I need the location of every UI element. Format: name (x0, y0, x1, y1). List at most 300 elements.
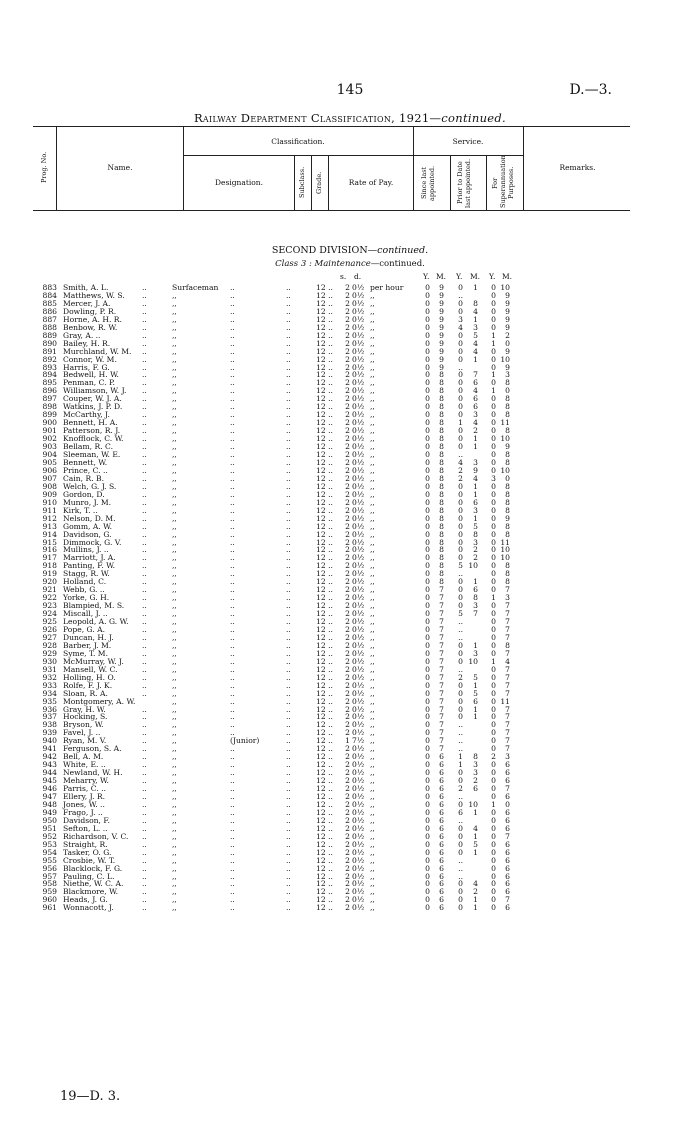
grade: 12 .. (316, 553, 333, 563)
pay-period: ,, (370, 879, 375, 889)
since-last-months: 8 (439, 457, 444, 467)
pay-pence: 0½ (352, 744, 365, 754)
prog-number: 895 (42, 378, 57, 388)
since-last-months: 9 (439, 330, 444, 340)
since-last-years: 0 (425, 768, 430, 778)
employee-name: Pope, G. A. (63, 624, 106, 634)
pay-pence: 0½ (352, 752, 365, 762)
employee-name: Nelson, D. M. (63, 513, 116, 523)
super-years: 0 (491, 855, 496, 865)
subclass: .. (286, 895, 291, 905)
employee-name: Bellam, R. C. (63, 442, 113, 452)
super-years: 0 (491, 394, 496, 404)
prog-number: 939 (42, 728, 57, 738)
since-last-months: 6 (439, 815, 444, 825)
pay-shillings: 2 (345, 895, 350, 905)
super-months: 8 (505, 529, 510, 539)
super-months: 10 (500, 283, 510, 292)
pay-shillings: 2 (345, 465, 350, 475)
super-months: 10 (500, 465, 510, 475)
designation: ,, (172, 624, 177, 634)
subclass: .. (286, 402, 291, 412)
designation-leader: .. (230, 418, 235, 428)
grade: 12 .. (316, 776, 333, 786)
subclass: .. (286, 823, 291, 833)
employee-name: Miscall, J. .. (63, 609, 108, 619)
name-leader: .. (142, 799, 147, 809)
prog-number: 951 (42, 823, 57, 833)
staff-table-body (0, 284, 700, 912)
prog-number: 923 (42, 601, 57, 611)
since-last-months: 8 (439, 434, 444, 444)
designation: ,, (172, 855, 177, 865)
designation-leader: .. (230, 617, 235, 627)
subclass: .. (286, 283, 291, 292)
pay-shillings: 2 (345, 314, 350, 324)
pay-period: ,, (370, 402, 375, 412)
prior-years: .. (458, 362, 463, 372)
designation: ,, (172, 370, 177, 380)
prog-number: 892 (42, 354, 57, 364)
designation: ,, (172, 362, 177, 372)
super-years: 0 (491, 450, 496, 460)
prog-number: 890 (42, 338, 57, 348)
since-last-years: 0 (425, 792, 430, 801)
pay-pence: 0½ (352, 768, 365, 778)
designation-leader: .. (230, 290, 235, 300)
super-months: 7 (505, 609, 510, 619)
col-divider (523, 126, 524, 210)
header-top-rule (33, 126, 630, 127)
pay-period: ,, (370, 457, 375, 467)
since-last-months: 6 (439, 863, 444, 873)
employee-name: Heads, J. G. (63, 895, 108, 905)
prog-number: 912 (42, 513, 57, 523)
since-last-years: 0 (425, 346, 430, 356)
grade: 12 .. (316, 450, 333, 460)
pay-period: ,, (370, 418, 375, 428)
pay-period: ,, (370, 831, 375, 841)
pay-pence: 0½ (352, 330, 365, 340)
super-months: 7 (505, 704, 510, 714)
grade: 12 .. (316, 744, 333, 754)
subclass: .. (286, 314, 291, 324)
prog-number: 903 (42, 442, 57, 452)
since-last-months: 7 (439, 720, 444, 730)
since-last-years: 0 (425, 418, 430, 428)
prog-number: 941 (42, 744, 57, 754)
pay-pence: 0½ (352, 489, 365, 499)
super-months: 8 (505, 481, 510, 491)
subclass: .. (286, 457, 291, 467)
designation-leader: .. (230, 497, 235, 507)
grade: 12 .. (316, 362, 333, 372)
name-leader: .. (142, 561, 147, 571)
name-leader: .. (142, 680, 147, 690)
grade: 12 .. (316, 680, 333, 690)
designation: ,, (172, 569, 177, 579)
employee-name: Ellery, J. R. (63, 792, 106, 801)
prior-months: 3 (473, 505, 478, 515)
name-leader: .. (142, 656, 147, 666)
grade: 12 .. (316, 505, 333, 515)
prog-number: 935 (42, 696, 57, 706)
employee-name: Gomm, A. W. (63, 521, 113, 531)
prog-number: 948 (42, 799, 57, 809)
designation-leader: .. (230, 298, 235, 308)
grade: 12 .. (316, 402, 333, 412)
pay-period: ,, (370, 784, 375, 794)
name-leader: .. (142, 672, 147, 682)
pay-period: ,, (370, 712, 375, 722)
since-last-years: 0 (425, 784, 430, 794)
super-months: 6 (505, 792, 510, 801)
prior-months: 3 (473, 410, 478, 420)
prior-years: 0 (458, 839, 463, 849)
prior-years: 0 (458, 593, 463, 603)
employee-name: Rolfe, F. J. K. (63, 680, 113, 690)
since-last-years: 0 (425, 863, 430, 873)
grade: 12 .. (316, 465, 333, 475)
prior-years: 0 (458, 489, 463, 499)
since-last-years: 0 (425, 744, 430, 754)
prog-number: 956 (42, 863, 57, 873)
table-row (0, 721, 700, 729)
prior-years: 0 (458, 306, 463, 316)
super-months: 7 (505, 895, 510, 905)
pay-period: ,, (370, 799, 375, 809)
pay-period: ,, (370, 585, 375, 595)
pay-period: ,, (370, 362, 375, 372)
grade: 12 .. (316, 481, 333, 491)
designation: ,, (172, 346, 177, 356)
prog-number: 916 (42, 545, 57, 555)
super-years: 0 (491, 553, 496, 563)
grade: 12 .. (316, 768, 333, 778)
designation: ,, (172, 577, 177, 587)
since-last-months: 9 (439, 354, 444, 364)
since-last-months: 6 (439, 903, 444, 913)
prior-years: 0 (458, 378, 463, 388)
employee-name: Mullins, J. .. (63, 545, 109, 555)
pay-shillings: 2 (345, 370, 350, 380)
since-last-months: 9 (439, 338, 444, 348)
name-leader: .. (142, 871, 147, 881)
page-title (0, 111, 700, 125)
subclass: .. (286, 585, 291, 595)
table-row (0, 467, 700, 475)
super-months: 7 (505, 601, 510, 611)
prog-number: 899 (42, 410, 57, 420)
designation: ,, (172, 290, 177, 300)
designation-leader: .. (230, 314, 235, 324)
name-leader: .. (142, 704, 147, 714)
col-divider (294, 155, 295, 210)
name-leader: .. (142, 776, 147, 786)
grade: 12 .. (316, 895, 333, 905)
super-years: 0 (491, 306, 496, 316)
prior-years: 0 (458, 585, 463, 595)
since-last-months: 9 (439, 314, 444, 324)
pay-shillings: 2 (345, 688, 350, 698)
super-years: 0 (491, 887, 496, 897)
grade: 12 .. (316, 418, 333, 428)
pay-shillings: 2 (345, 290, 350, 300)
since-last-months: 8 (439, 537, 444, 547)
since-last-months: 8 (439, 410, 444, 420)
designation: ,, (172, 426, 177, 436)
since-last-months: 9 (439, 298, 444, 308)
name-leader: .. (142, 839, 147, 849)
subclass: .. (286, 322, 291, 332)
since-last-years: 0 (425, 521, 430, 531)
pay-period: ,, (370, 434, 375, 444)
super-months: 7 (505, 680, 510, 690)
super-years: 0 (491, 505, 496, 515)
prior-years: 2 (458, 784, 463, 794)
grade: 12 .. (316, 887, 333, 897)
employee-name: Knofflock, C. W. (63, 434, 124, 444)
grade: 12 .. (316, 577, 333, 587)
name-leader: .. (142, 481, 147, 491)
prior-months: 1 (473, 434, 478, 444)
subclass: .. (286, 728, 291, 738)
subclass: .. (286, 760, 291, 770)
employee-name: Couper, W. J. A. (63, 394, 122, 404)
since-last-months: 8 (439, 513, 444, 523)
subclass: .. (286, 664, 291, 674)
subclass: .. (286, 465, 291, 475)
header-since-last: Since last appointed. (420, 165, 436, 201)
super-years: 0 (491, 847, 496, 857)
super-years: 0 (491, 346, 496, 356)
pay-pence: 7½ (352, 736, 365, 746)
since-last-months: 7 (439, 672, 444, 682)
pay-pence: 0½ (352, 465, 365, 475)
designation: ,, (172, 545, 177, 555)
designation: ,, (172, 815, 177, 825)
pay-period: ,, (370, 410, 375, 420)
since-last-years: 0 (425, 799, 430, 809)
super-years: 0 (491, 728, 496, 738)
designation-leader: .. (230, 768, 235, 778)
since-last-years: 0 (425, 672, 430, 682)
prior-months: 1 (473, 712, 478, 722)
prog-number: 959 (42, 887, 57, 897)
grade: 12 .. (316, 617, 333, 627)
super-months: 6 (505, 879, 510, 889)
name-leader: .. (142, 847, 147, 857)
prior-years: 2 (458, 672, 463, 682)
subclass: .. (286, 704, 291, 714)
prior-years: 0 (458, 831, 463, 841)
super-years: 0 (491, 617, 496, 627)
pay-shillings: 2 (345, 569, 350, 579)
super-years: 1 (491, 799, 496, 809)
pay-shillings: 2 (345, 744, 350, 754)
super-months: 9 (505, 322, 510, 332)
designation-leader: .. (230, 529, 235, 539)
pay-shillings: 2 (345, 863, 350, 873)
super-months: 3 (505, 593, 510, 603)
subclass: .. (286, 617, 291, 627)
subclass: .. (286, 370, 291, 380)
prog-number: 944 (42, 768, 57, 778)
pay-pence: 0½ (352, 609, 365, 619)
prior-years: 1 (458, 418, 463, 428)
super-years: 0 (491, 879, 496, 889)
employee-name: Straight, R. (63, 839, 108, 849)
prior-months: 10 (468, 561, 478, 571)
subclass: .. (286, 807, 291, 817)
since-last-years: 0 (425, 895, 430, 905)
prog-number: 911 (42, 505, 57, 515)
super-months: 6 (505, 760, 510, 770)
prior-years: 0 (458, 410, 463, 420)
prior-months: 5 (473, 839, 478, 849)
since-last-months: 9 (439, 290, 444, 300)
name-leader: .. (142, 895, 147, 905)
designation: ,, (172, 442, 177, 452)
pay-pence: 0½ (352, 688, 365, 698)
super-months: 9 (505, 513, 510, 523)
subclass: .. (286, 378, 291, 388)
name-leader: .. (142, 553, 147, 563)
pay-period: ,, (370, 855, 375, 865)
prior-years: 0 (458, 648, 463, 658)
pay-pence: 0½ (352, 784, 365, 794)
designation: ,, (172, 799, 177, 809)
prior-years: 0 (458, 354, 463, 364)
grade: 12 .. (316, 664, 333, 674)
pay-period: ,, (370, 394, 375, 404)
table-row (0, 801, 700, 809)
super-years: 0 (491, 537, 496, 547)
super-months: 2 (505, 330, 510, 340)
designation-leader: .. (230, 712, 235, 722)
name-leader: .. (142, 418, 147, 428)
pay-period: ,, (370, 338, 375, 348)
employee-name: Crosbie, W. T. (63, 855, 116, 865)
since-last-months: 8 (439, 577, 444, 587)
prog-number: 957 (42, 871, 57, 881)
since-last-years: 0 (425, 473, 430, 483)
since-last-months: 7 (439, 593, 444, 603)
prior-years: .. (458, 792, 463, 801)
since-last-years: 0 (425, 720, 430, 730)
designation: ,, (172, 481, 177, 491)
grade: 12 .. (316, 593, 333, 603)
since-last-years: 0 (425, 338, 430, 348)
prior-months: 8 (473, 593, 478, 603)
since-last-years: 0 (425, 887, 430, 897)
since-last-months: 7 (439, 601, 444, 611)
since-last-years: 0 (425, 807, 430, 817)
pay-shillings: 2 (345, 402, 350, 412)
pay-shillings: 2 (345, 609, 350, 619)
employee-name: Holland, C. (63, 577, 107, 587)
super-years: 0 (491, 314, 496, 324)
unit-months: M. (470, 272, 481, 281)
employee-name: Munro, J. M. (63, 497, 112, 507)
super-months: 10 (500, 354, 510, 364)
prior-months: 7 (473, 609, 478, 619)
prior-months: 5 (473, 688, 478, 698)
pay-shillings: 2 (345, 346, 350, 356)
since-last-years: 0 (425, 879, 430, 889)
designation: ,, (172, 768, 177, 778)
super-months: 8 (505, 497, 510, 507)
employee-name: Blackmore, W. (63, 887, 119, 897)
pay-period: ,, (370, 450, 375, 460)
name-leader: .. (142, 752, 147, 762)
name-leader: .. (142, 473, 147, 483)
designation: ,, (172, 640, 177, 650)
super-years: 0 (491, 601, 496, 611)
name-leader: .. (142, 863, 147, 873)
pay-period: ,, (370, 617, 375, 627)
grade: 12 .. (316, 442, 333, 452)
designation-leader: .. (230, 306, 235, 316)
grade: 12 .. (316, 354, 333, 364)
since-last-months: 9 (439, 362, 444, 372)
pay-pence: 0½ (352, 442, 365, 452)
pay-period: ,, (370, 481, 375, 491)
designation: ,, (172, 585, 177, 595)
prior-years: 0 (458, 346, 463, 356)
super-years: 0 (491, 410, 496, 420)
since-last-months: 6 (439, 839, 444, 849)
grade: 12 .. (316, 426, 333, 436)
pay-pence: 0½ (352, 338, 365, 348)
prior-months: 1 (473, 807, 478, 817)
pay-pence: 0½ (352, 346, 365, 356)
since-last-months: 6 (439, 776, 444, 786)
prog-number: 945 (42, 776, 57, 786)
since-last-years: 0 (425, 847, 430, 857)
designation-leader: .. (230, 664, 235, 674)
prior-months: 5 (473, 330, 478, 340)
designation: ,, (172, 784, 177, 794)
since-last-months: 6 (439, 784, 444, 794)
prior-years: 0 (458, 712, 463, 722)
super-years: 0 (491, 362, 496, 372)
subclass: .. (286, 903, 291, 913)
pay-period: ,, (370, 680, 375, 690)
name-leader: .. (142, 290, 147, 300)
super-months: 8 (505, 402, 510, 412)
header-classification: Classification. (271, 137, 325, 146)
designation: ,, (172, 553, 177, 563)
name-leader: .. (142, 593, 147, 603)
subclass: .. (286, 871, 291, 881)
prior-years: 1 (458, 752, 463, 762)
name-leader: .. (142, 465, 147, 475)
since-last-months: 8 (439, 465, 444, 475)
prior-months: 3 (473, 322, 478, 332)
pay-shillings: 2 (345, 672, 350, 682)
unit-months: M. (436, 272, 447, 281)
prior-years: .. (458, 863, 463, 873)
pay-period: ,, (370, 696, 375, 706)
designation-leader: .. (230, 887, 235, 897)
super-years: 0 (491, 585, 496, 595)
subclass: .. (286, 513, 291, 523)
prog-number: 947 (42, 792, 57, 801)
designation-leader: .. (230, 601, 235, 611)
since-last-months: 8 (439, 489, 444, 499)
designation: ,, (172, 410, 177, 420)
